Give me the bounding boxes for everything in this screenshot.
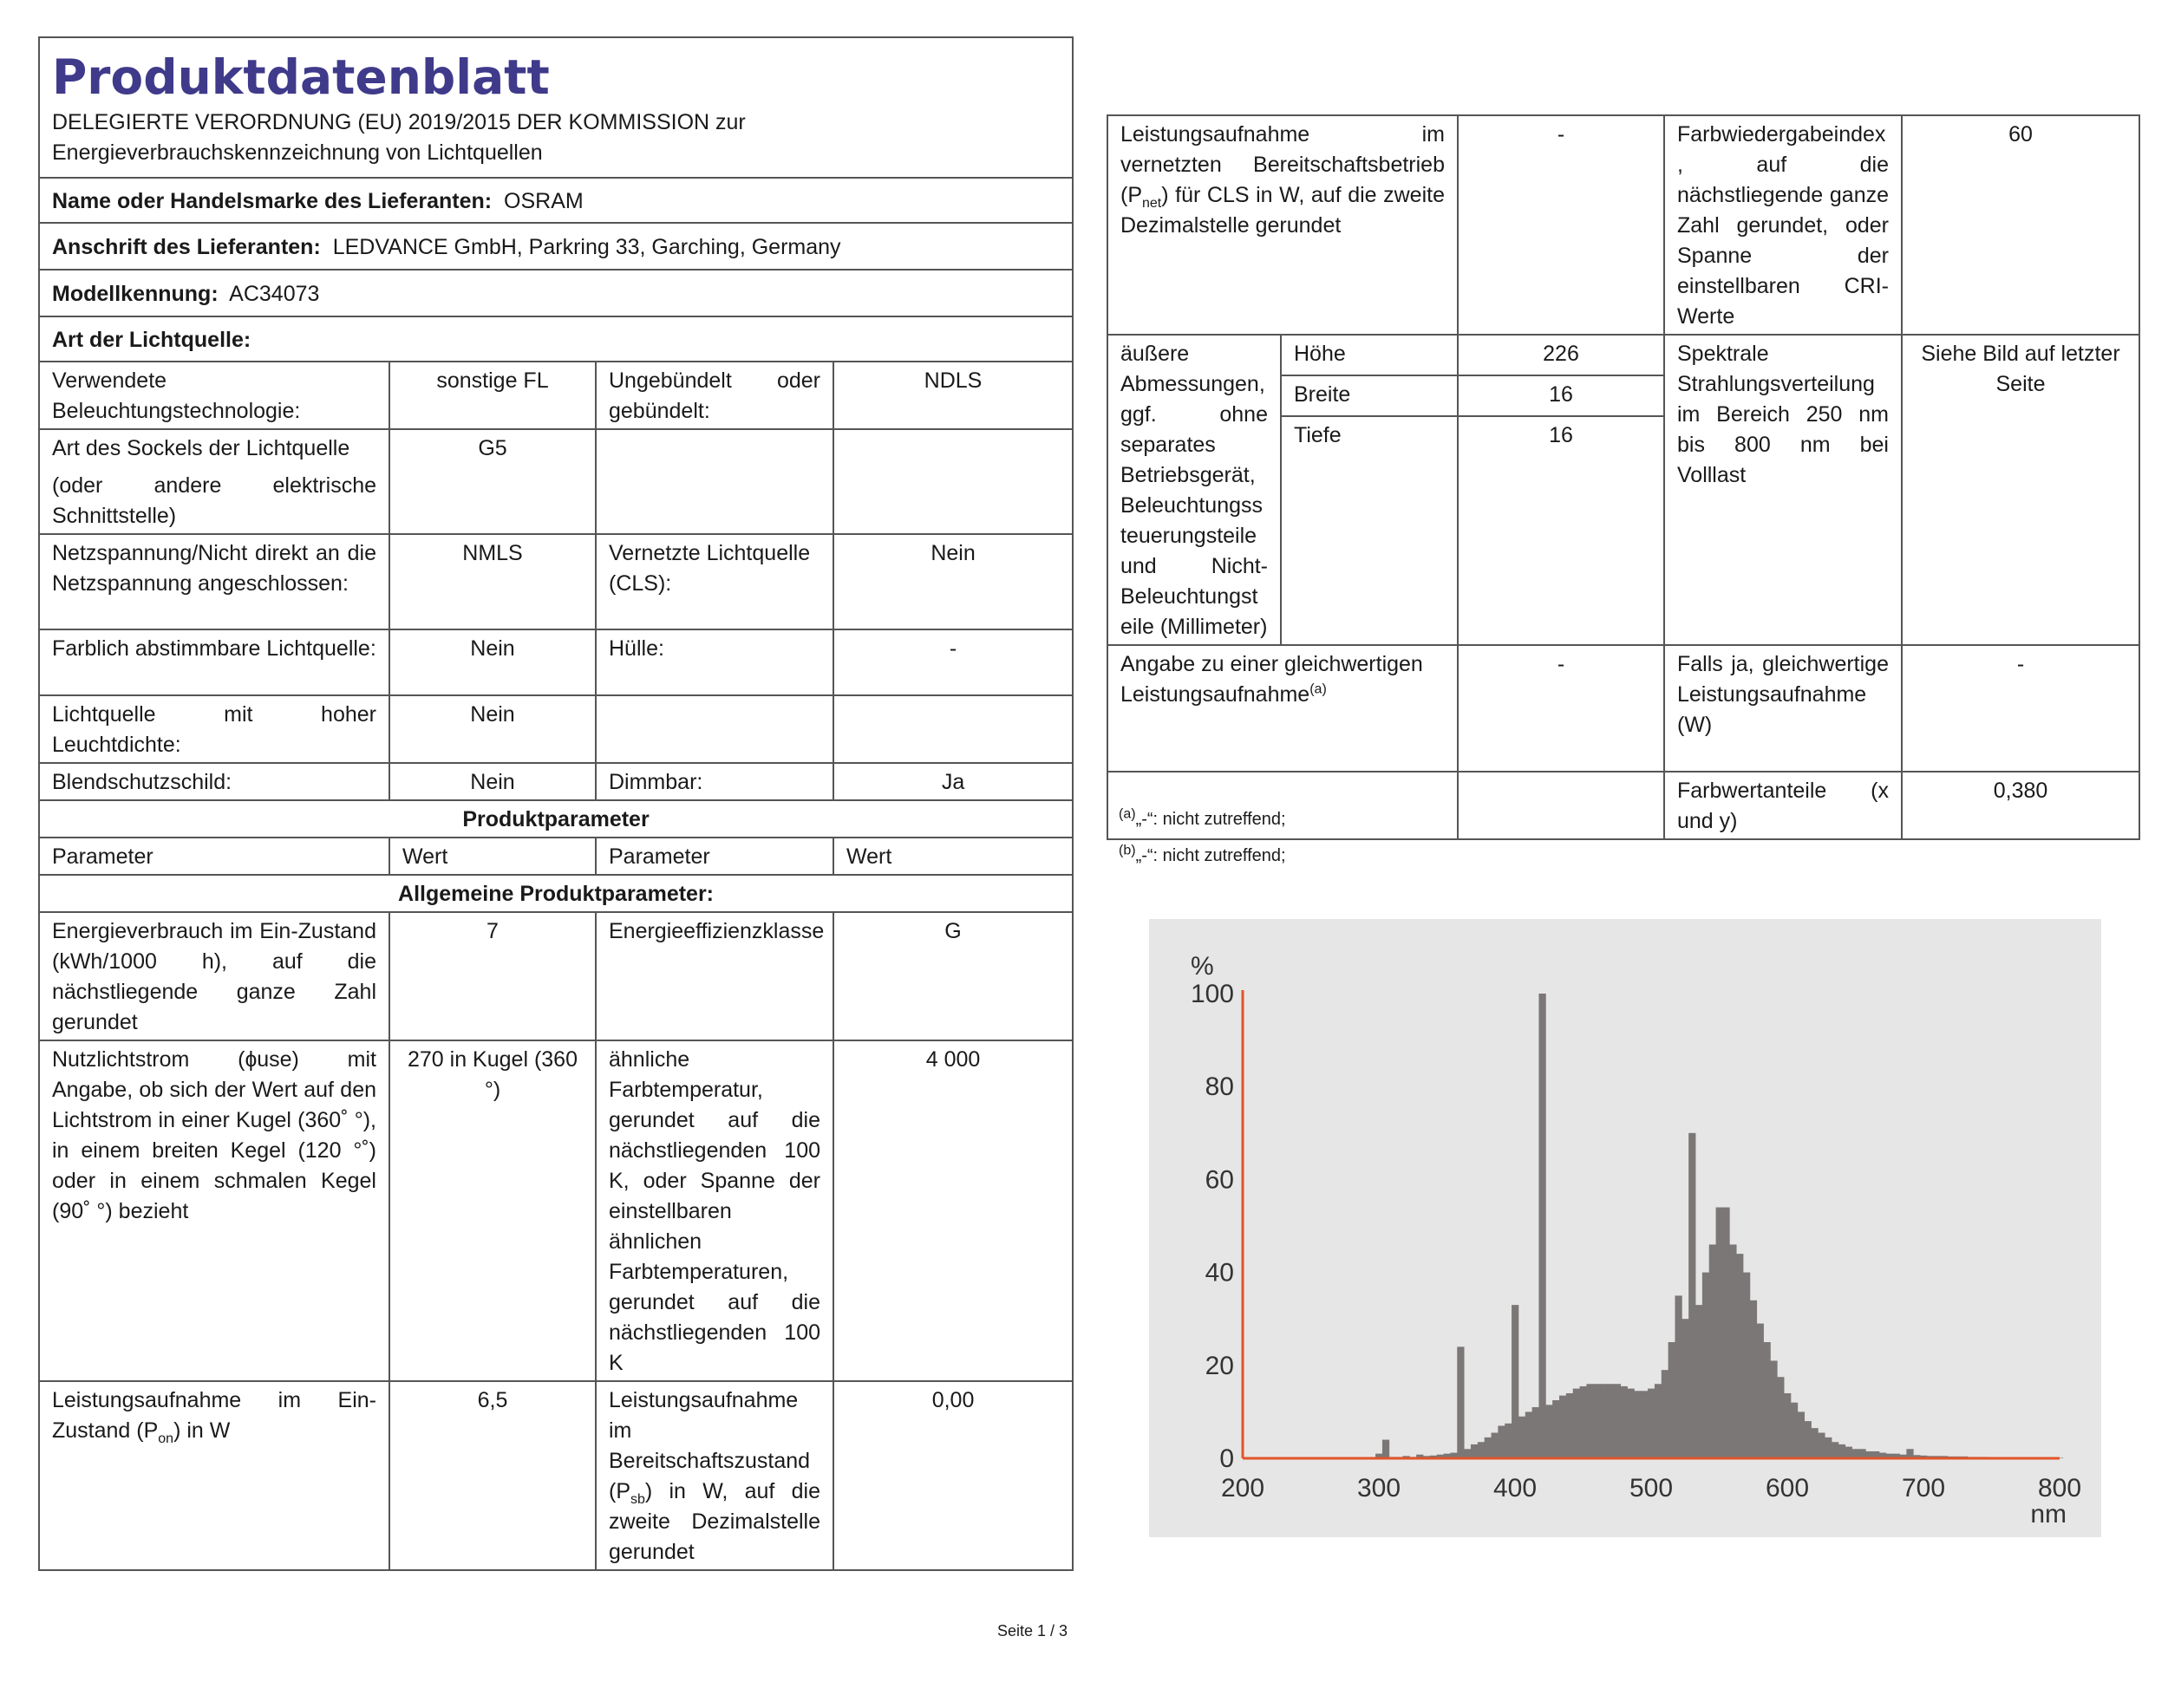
cct-label: ähnliche Farbtemperatur, gerundet auf die nächstliegenden 100 K, oder Spanne der einstellbaren ähnlichen Farbtemperaturen, gerundet auf die nächstliegenden 100 K	[596, 1040, 833, 1381]
spectrum-bar	[1736, 1254, 1743, 1458]
cct-value: 4 000	[833, 1040, 1073, 1381]
spectrum-bar	[1580, 1386, 1587, 1458]
energy-label: Energieverbrauch im Ein-Zustand (kWh/1000 h), auf die nächstliegende ganze Zahl gerundet	[39, 912, 389, 1040]
supplier-address-label: Anschrift des Lieferanten:	[52, 234, 321, 259]
dimmable-label: Dimmbar:	[596, 763, 833, 800]
footnote-a	[1119, 808, 1286, 831]
height-value: 226	[1458, 335, 1664, 375]
spectrum-bar	[1655, 1384, 1662, 1458]
col-value-header: Wert	[833, 838, 1073, 875]
empty-cell	[833, 429, 1073, 534]
spectrum-bar	[1682, 1319, 1688, 1458]
spectrum-bar	[1675, 1295, 1682, 1458]
mains-value: NMLS	[389, 534, 596, 629]
x-tick-label: 400	[1492, 1474, 1538, 1503]
spectrum-bar	[1464, 1449, 1471, 1458]
pon-label-text-end: ) in W	[173, 1418, 231, 1443]
spectrum-bar	[1485, 1437, 1492, 1458]
chroma-value: 0,380	[1902, 772, 2139, 839]
focus-value: NDLS	[833, 362, 1073, 429]
spectrum-bar	[1593, 1384, 1600, 1458]
equiv-label	[1107, 645, 1458, 772]
socket-label-line1: Art des Sockels der Lichtquelle	[52, 436, 350, 460]
x-tick-label: 600	[1765, 1474, 1810, 1503]
mains-label: Netzspannung/Nicht direkt an die Netzspannung angeschlossen:	[39, 534, 389, 629]
y-tick-label: 20	[1205, 1351, 1234, 1380]
tech-value: sonstige FL	[389, 362, 596, 429]
pon-subscript: on	[158, 1431, 174, 1446]
psb-label	[596, 1381, 833, 1570]
spectrum-bar	[1628, 1389, 1635, 1458]
spectrum-bar	[1614, 1384, 1621, 1458]
spectrum-bar	[1702, 1273, 1709, 1458]
spectrum-bar	[1648, 1389, 1655, 1458]
empty-cell	[1458, 772, 1664, 839]
spectrum-bar	[1798, 1411, 1805, 1458]
equiv-power-value: -	[1902, 645, 2139, 772]
cls-value: Nein	[833, 534, 1073, 629]
col-param-header: Parameter	[596, 838, 833, 875]
envelope-value: -	[833, 629, 1073, 695]
right-datasheet-table	[1107, 114, 2140, 840]
pnet-label-text: Leistungsaufnahme im vernetzten Bereitschaftsbetrieb (P	[1120, 122, 1445, 207]
equiv-label-text: Angabe zu einer gleichwertigen Leistungsaufnahme	[1120, 652, 1423, 707]
spectrum-bars	[1375, 994, 2063, 1458]
pon-value: 6,5	[389, 1381, 596, 1570]
x-tick-label: 700	[1901, 1474, 1946, 1503]
dimensions-label: äußere Abmessungen, ggf. ohne separates Betriebsgerät, Beleuchtungssteuerungsteile und Nicht-Beleuchtungsteile (Millimeter)	[1107, 335, 1281, 645]
spectrum-bar	[1600, 1384, 1607, 1458]
psb-label-text: Leistungsaufnahme im Bereitschaftszustand (P	[609, 1388, 811, 1503]
spectrum-bar	[1858, 1449, 1865, 1458]
spectrum-bar	[1607, 1384, 1614, 1458]
spectrum-bar	[1838, 1444, 1845, 1458]
cri-value: 60	[1902, 115, 2139, 335]
equiv-footnote-mark: (a)	[1309, 681, 1327, 697]
spectrum-bar	[1518, 1417, 1525, 1458]
spectrum-bar	[1805, 1421, 1812, 1458]
spectrum-bar	[1525, 1411, 1532, 1458]
model-value: AC34073	[229, 281, 320, 306]
pon-label-text: Leistungsaufnahme im Ein-Zustand (P	[52, 1388, 376, 1443]
empty-cell	[833, 695, 1073, 763]
footnote-a-mark: (a)	[1119, 806, 1136, 822]
class-value: G	[833, 912, 1073, 1040]
footnote-b-text: „-“: nicht zutreffend;	[1135, 846, 1286, 865]
spectrum-bar	[1566, 1393, 1573, 1458]
product-params-heading: Produktparameter	[39, 800, 1073, 838]
spectrum-bar	[1471, 1444, 1478, 1458]
spectrum-bar	[1457, 1346, 1464, 1458]
depth-label: Tiefe	[1281, 416, 1458, 645]
width-value: 16	[1458, 375, 1664, 416]
spectrum-bar	[1559, 1396, 1566, 1458]
spectrum-bar	[1818, 1433, 1825, 1458]
chroma-label: Farbwertanteile (x und y)	[1664, 772, 1902, 839]
spectrum-bar	[1757, 1324, 1764, 1458]
pnet-value: -	[1458, 115, 1664, 335]
x-tick-label: 500	[1629, 1474, 1674, 1503]
x-tick-label: 200	[1220, 1474, 1265, 1503]
spd-value: Siehe Bild auf letzter Seite	[1902, 335, 2139, 645]
spectrum-chart	[1149, 919, 2101, 1537]
supplier-address-value: LEDVANCE GmbH, Parkring 33, Garching, Germany	[332, 234, 841, 259]
y-tick-label: 80	[1205, 1072, 1234, 1102]
spectrum-bar	[1825, 1437, 1832, 1458]
x-tick-label: 300	[1356, 1474, 1401, 1503]
spectrum-bar	[1743, 1273, 1750, 1458]
cri-label: Farbwiedergabeindex, auf die nächstliegende ganze Zahl gerundet, oder Spanne der einstellbaren CRI-Werte	[1664, 115, 1902, 335]
spectrum-chart-svg	[1149, 919, 2101, 1537]
spectrum-bar	[1545, 1405, 1552, 1458]
spectrum-bar	[1538, 994, 1545, 1458]
spectrum-bar	[1478, 1442, 1485, 1458]
y-axis-label: %	[1191, 952, 1214, 981]
pon-label	[39, 1381, 389, 1570]
spectrum-bar	[1382, 1440, 1389, 1458]
psb-subscript: sb	[630, 1492, 645, 1507]
spectrum-bar	[1621, 1386, 1628, 1458]
luminance-value: Nein	[389, 695, 596, 763]
psb-label-text-end: ) in W, auf die zweite Dezimalstelle gerundet	[609, 1479, 820, 1564]
spectrum-bar	[1811, 1428, 1818, 1458]
envelope-label: Hülle:	[596, 629, 833, 695]
energy-value: 7	[389, 912, 596, 1040]
spectrum-bar	[1695, 1305, 1702, 1458]
spectrum-bar	[1777, 1377, 1784, 1458]
spectrum-bar	[1845, 1447, 1852, 1458]
page-number: Seite 1 / 3	[997, 1622, 1068, 1640]
spectrum-bar	[1791, 1403, 1798, 1458]
focus-label: Ungebündelt oder gebündelt:	[596, 362, 833, 429]
spectrum-bar	[1764, 1342, 1771, 1458]
x-tick-label: 800	[2037, 1474, 2082, 1503]
empty-cell	[596, 695, 833, 763]
supplier-address-row	[39, 223, 1073, 270]
model-row	[39, 270, 1073, 316]
general-params-heading: Allgemeine Produktparameter:	[39, 875, 1073, 912]
socket-value: G5	[389, 429, 596, 534]
tunable-label: Farblich abstimmbare Lichtquelle:	[39, 629, 389, 695]
spectrum-bar	[1852, 1449, 1859, 1458]
spectrum-bar	[1906, 1449, 1913, 1458]
dimmable-value: Ja	[833, 763, 1073, 800]
equiv-value: -	[1458, 645, 1664, 772]
y-tick-label: 60	[1205, 1165, 1234, 1195]
spectrum-bar	[1750, 1301, 1757, 1458]
regulation-text: DELEGIERTE VERORDNUNG (EU) 2019/2015 DER KOMMISSION zur Energieverbrauchskennzeichnung von Lichtquellen	[52, 110, 746, 165]
cls-label: Vernetzte Lichtquelle (CLS):	[596, 534, 833, 629]
flux-label: Nutzlichtstrom (ɸuse) mit Angabe, ob sich der Wert auf den Lichtstrom in einer Kugel (360˚ °), in einem breiten Kegel (120 °˚) oder in einem schmalen Kegel (90˚ °) bezieht	[39, 1040, 389, 1381]
spectrum-bar	[1729, 1244, 1736, 1458]
title-cell	[39, 37, 1073, 178]
y-tick-label: 0	[1219, 1444, 1234, 1473]
y-tick-label: 40	[1205, 1258, 1234, 1288]
y-tick-label: 100	[1190, 980, 1234, 1008]
spectrum-bar	[1586, 1384, 1593, 1458]
light-source-heading: Art der Lichtquelle:	[39, 316, 1073, 362]
socket-label-cell	[39, 429, 389, 534]
spectrum-bar	[1552, 1400, 1559, 1458]
supplier-name-row	[39, 178, 1073, 223]
spectrum-bar	[1532, 1407, 1539, 1458]
spectrum-bar	[1505, 1424, 1512, 1458]
footnote-b	[1119, 844, 1286, 867]
class-label: Energieeffizienzklasse	[596, 912, 833, 1040]
flux-value: 270 in Kugel (360 °)	[389, 1040, 596, 1381]
spectrum-bar	[1832, 1442, 1838, 1458]
spectrum-bar	[1498, 1425, 1505, 1458]
pnet-label-text-end: ) für CLS in W, auf die zweite Dezimalstelle gerundet	[1120, 183, 1445, 238]
col-param-header: Parameter	[39, 838, 389, 875]
spectrum-bar	[1688, 1133, 1695, 1458]
supplier-name-label: Name oder Handelsmarke des Lieferanten:	[52, 188, 493, 213]
depth-value: 16	[1458, 416, 1664, 645]
height-label: Höhe	[1281, 335, 1458, 375]
x-axis-label: nm	[2030, 1500, 2067, 1529]
glare-value: Nein	[389, 763, 596, 800]
equiv-power-label: Falls ja, gleichwertige Leistungsaufnahme (W)	[1664, 645, 1902, 772]
chart-axes	[1243, 990, 2060, 1458]
spectrum-bar	[1716, 1208, 1723, 1458]
spectrum-bar	[1512, 1305, 1518, 1458]
model-label: Modellkennung:	[52, 281, 219, 306]
spectrum-bar	[1662, 1370, 1668, 1458]
spd-label: Spektrale Strahlungsverteilung im Bereich 250 nm bis 800 nm bei Volllast	[1664, 335, 1902, 645]
glare-label: Blendschutzschild:	[39, 763, 389, 800]
spectrum-bar	[1722, 1208, 1729, 1458]
spectrum-bar	[1573, 1389, 1580, 1458]
page-title: Produktdatenblatt	[52, 49, 550, 105]
width-label: Breite	[1281, 375, 1458, 416]
socket-label-line2: (oder andere elektrische Schnittstelle)	[52, 473, 376, 528]
pnet-label	[1107, 115, 1458, 335]
spectrum-bar	[1770, 1360, 1777, 1458]
pnet-subscript: net	[1142, 196, 1162, 211]
spectrum-bar	[1668, 1342, 1675, 1458]
spectrum-bar	[1492, 1433, 1499, 1458]
col-value-header: Wert	[389, 838, 596, 875]
left-datasheet-table	[38, 36, 1074, 1571]
spectrum-bar	[1634, 1391, 1641, 1458]
spectrum-bar	[1784, 1393, 1791, 1458]
luminance-label: Lichtquelle mit hoher Leuchtdichte:	[39, 695, 389, 763]
supplier-name-value: OSRAM	[504, 188, 584, 213]
tunable-value: Nein	[389, 629, 596, 695]
empty-cell	[596, 429, 833, 534]
spectrum-bar	[1709, 1244, 1716, 1458]
spectrum-bar	[1641, 1391, 1648, 1458]
footnote-b-mark: (b)	[1119, 843, 1136, 858]
footnote-a-text: „-“: nicht zutreffend;	[1135, 810, 1286, 829]
tech-label: Verwendete Beleuchtungstechnologie:	[39, 362, 389, 429]
psb-value: 0,00	[833, 1381, 1073, 1570]
